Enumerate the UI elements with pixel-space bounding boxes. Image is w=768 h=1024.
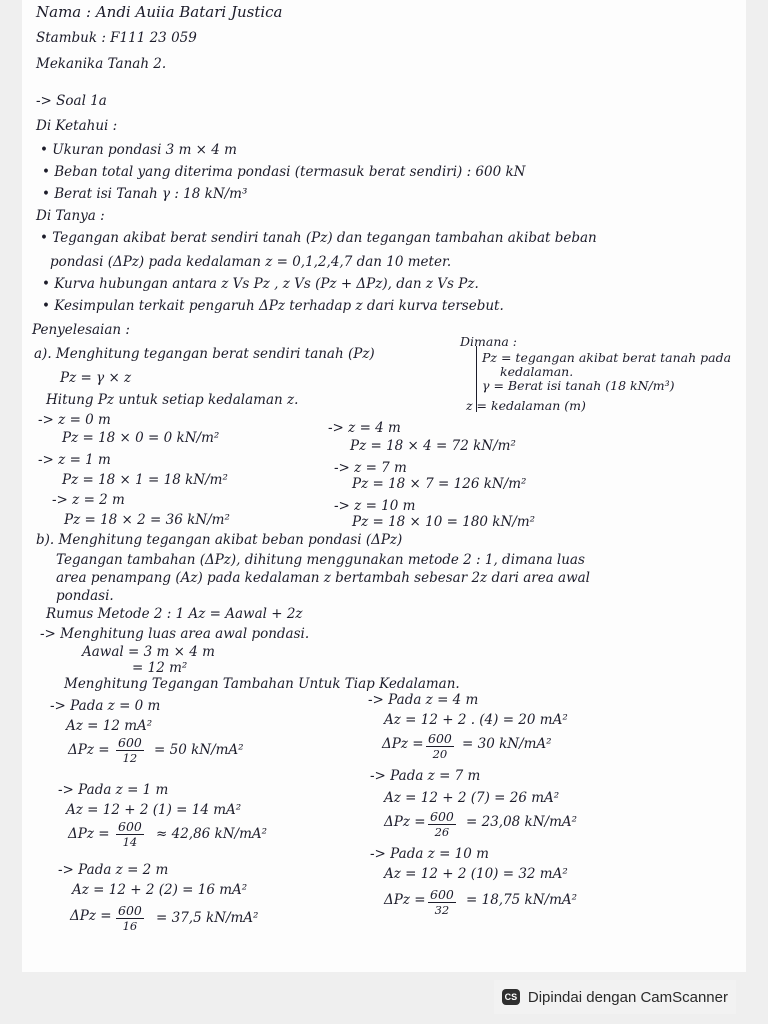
part-b-rumus: Rumus Metode 2 : 1 Az = Aawal + 2z bbox=[46, 606, 303, 622]
asked-title: Di Tanya : bbox=[36, 208, 105, 224]
known-item: • Ukuran pondasi 3 m × 4 m bbox=[40, 142, 237, 158]
dp-area: Az = 12 + 2 (7) = 26 mA² bbox=[384, 790, 560, 806]
part-a-subtitle: Hitung Pz untuk setiap kedalaman z. bbox=[46, 392, 299, 408]
part-a-title: a). Menghitung tegangan berat sendiri tanah (Pz) bbox=[34, 346, 375, 362]
tiap-title: Menghitung Tegangan Tambahan Untuk Tiap Kedalaman. bbox=[64, 676, 460, 692]
part-b-desc: pondasi. bbox=[56, 588, 114, 604]
student-id: Stambuk : F111 23 059 bbox=[36, 30, 197, 46]
pz-calc: Pz = 18 × 1 = 18 kN/m² bbox=[62, 472, 228, 488]
pz-depth: -> z = 2 m bbox=[52, 492, 125, 508]
dp-area: Az = 12 + 2 . (4) = 20 mA² bbox=[384, 712, 568, 728]
dp-label: ΔPz = bbox=[384, 892, 426, 908]
dp-area: Az = 12 + 2 (1) = 14 mA² bbox=[66, 802, 242, 818]
luas-title: -> Menghitung luas area awal pondasi. bbox=[40, 626, 310, 642]
dimana-line: Pz = tegangan akibat berat tanah pada bbox=[482, 350, 732, 365]
dp-depth: -> Pada z = 4 m bbox=[368, 692, 479, 708]
dp-result: = 37,5 kN/mA² bbox=[156, 910, 259, 926]
scanned-page bbox=[22, 0, 746, 972]
pz-calc: Pz = 18 × 4 = 72 kN/m² bbox=[350, 438, 516, 454]
dimana-line: kedalaman. bbox=[500, 364, 574, 379]
known-title: Di Ketahui : bbox=[36, 118, 118, 134]
dp-result: = 23,08 kN/mA² bbox=[466, 814, 578, 830]
dp-label: ΔPz = bbox=[382, 736, 424, 752]
dp-area: Az = 12 + 2 (10) = 32 mA² bbox=[384, 866, 568, 882]
part-b-desc: Tegangan tambahan (ΔPz), dihitung menggunakan metode 2 : 1, dimana luas bbox=[56, 552, 585, 568]
part-b-title: b). Menghitung tegangan akibat beban pondasi (ΔPz) bbox=[36, 532, 403, 548]
dimana-label: Dimana : bbox=[460, 334, 518, 349]
dp-result: = 50 kN/mA² bbox=[154, 742, 244, 758]
pz-calc: Pz = 18 × 10 = 180 kN/m² bbox=[352, 514, 536, 530]
pz-calc: Pz = 18 × 0 = 0 kN/m² bbox=[62, 430, 220, 446]
dp-fraction: $\frac{600}{26}$ bbox=[430, 809, 454, 839]
dp-label: ΔPz = bbox=[384, 814, 426, 830]
pz-calc: Pz = 18 × 7 = 126 kN/m² bbox=[352, 476, 527, 492]
asked-item: pondasi (ΔPz) pada kedalaman z = 0,1,2,4,7 dan 10 meter. bbox=[50, 254, 452, 270]
camscanner-icon: CS bbox=[502, 989, 520, 1005]
dp-label: ΔPz = bbox=[68, 742, 110, 758]
dp-fraction: $\frac{600}{14}$ bbox=[118, 819, 142, 849]
course-title: Mekanika Tanah 2. bbox=[36, 56, 167, 72]
dimana-line: γ = Berat isi tanah (18 kN/m³) bbox=[482, 378, 675, 393]
pz-depth: -> z = 10 m bbox=[334, 498, 416, 514]
part-b-desc: area penampang (Az) pada kedalaman z bertambah sebesar 2z dari area awal bbox=[56, 570, 591, 586]
dp-fraction: $\frac{600}{16}$ bbox=[118, 903, 142, 933]
pz-depth: -> z = 1 m bbox=[38, 452, 111, 468]
asked-item: • Tegangan akibat berat sendiri tanah (Pz) dan tegangan tambahan akibat beban bbox=[40, 230, 597, 246]
dp-depth: -> Pada z = 0 m bbox=[50, 698, 161, 714]
dp-result: ≈ 42,86 kN/mA² bbox=[156, 826, 268, 842]
dp-depth: -> Pada z = 7 m bbox=[370, 768, 481, 784]
camscanner-text: Dipindai dengan CamScanner bbox=[527, 988, 728, 1006]
dp-depth: -> Pada z = 10 m bbox=[370, 846, 489, 862]
dp-label: ΔPz = bbox=[70, 908, 112, 924]
known-item: • Beban total yang diterima pondasi (termasuk berat sendiri) : 600 kN bbox=[42, 164, 526, 180]
question-label: -> Soal 1a bbox=[36, 93, 107, 109]
dp-result: = 18,75 kN/mA² bbox=[466, 892, 578, 908]
student-name: Nama : Andi Auiia Batari Justica bbox=[36, 3, 283, 21]
dp-fraction: $\frac{600}{32}$ bbox=[430, 887, 454, 917]
solution-title: Penyelesaian : bbox=[32, 322, 130, 338]
part-a-formula: Pz = γ × z bbox=[60, 370, 132, 386]
pz-depth: -> z = 0 m bbox=[38, 412, 111, 428]
dp-depth: -> Pada z = 2 m bbox=[58, 862, 169, 878]
dp-result: = 30 kN/mA² bbox=[462, 736, 552, 752]
luas-awal-result: = 12 m² bbox=[132, 660, 188, 676]
dimana-line: z = kedalaman (m) bbox=[466, 398, 586, 413]
pz-depth: -> z = 4 m bbox=[328, 420, 401, 436]
dp-area: Az = 12 mA² bbox=[66, 718, 153, 734]
dp-label: ΔPz = bbox=[68, 826, 110, 842]
dp-area: Az = 12 + 2 (2) = 16 mA² bbox=[72, 882, 248, 898]
asked-item: • Kurva hubungan antara z Vs Pz , z Vs (Pz + ΔPz), dan z Vs Pz. bbox=[42, 276, 479, 292]
pz-depth: -> z = 7 m bbox=[334, 460, 407, 476]
dp-fraction: $\frac{600}{12}$ bbox=[118, 735, 142, 765]
luas-awal: Aawal = 3 m × 4 m bbox=[82, 644, 215, 660]
camscanner-watermark bbox=[494, 980, 736, 1014]
dp-depth: -> Pada z = 1 m bbox=[58, 782, 169, 798]
known-item: • Berat isi Tanah γ : 18 kN/m³ bbox=[42, 186, 248, 202]
pz-calc: Pz = 18 × 2 = 36 kN/m² bbox=[64, 512, 230, 528]
asked-item: • Kesimpulan terkait pengaruh ΔPz terhadap z dari kurva tersebut. bbox=[42, 298, 504, 314]
dp-fraction: $\frac{600}{20}$ bbox=[428, 731, 452, 761]
